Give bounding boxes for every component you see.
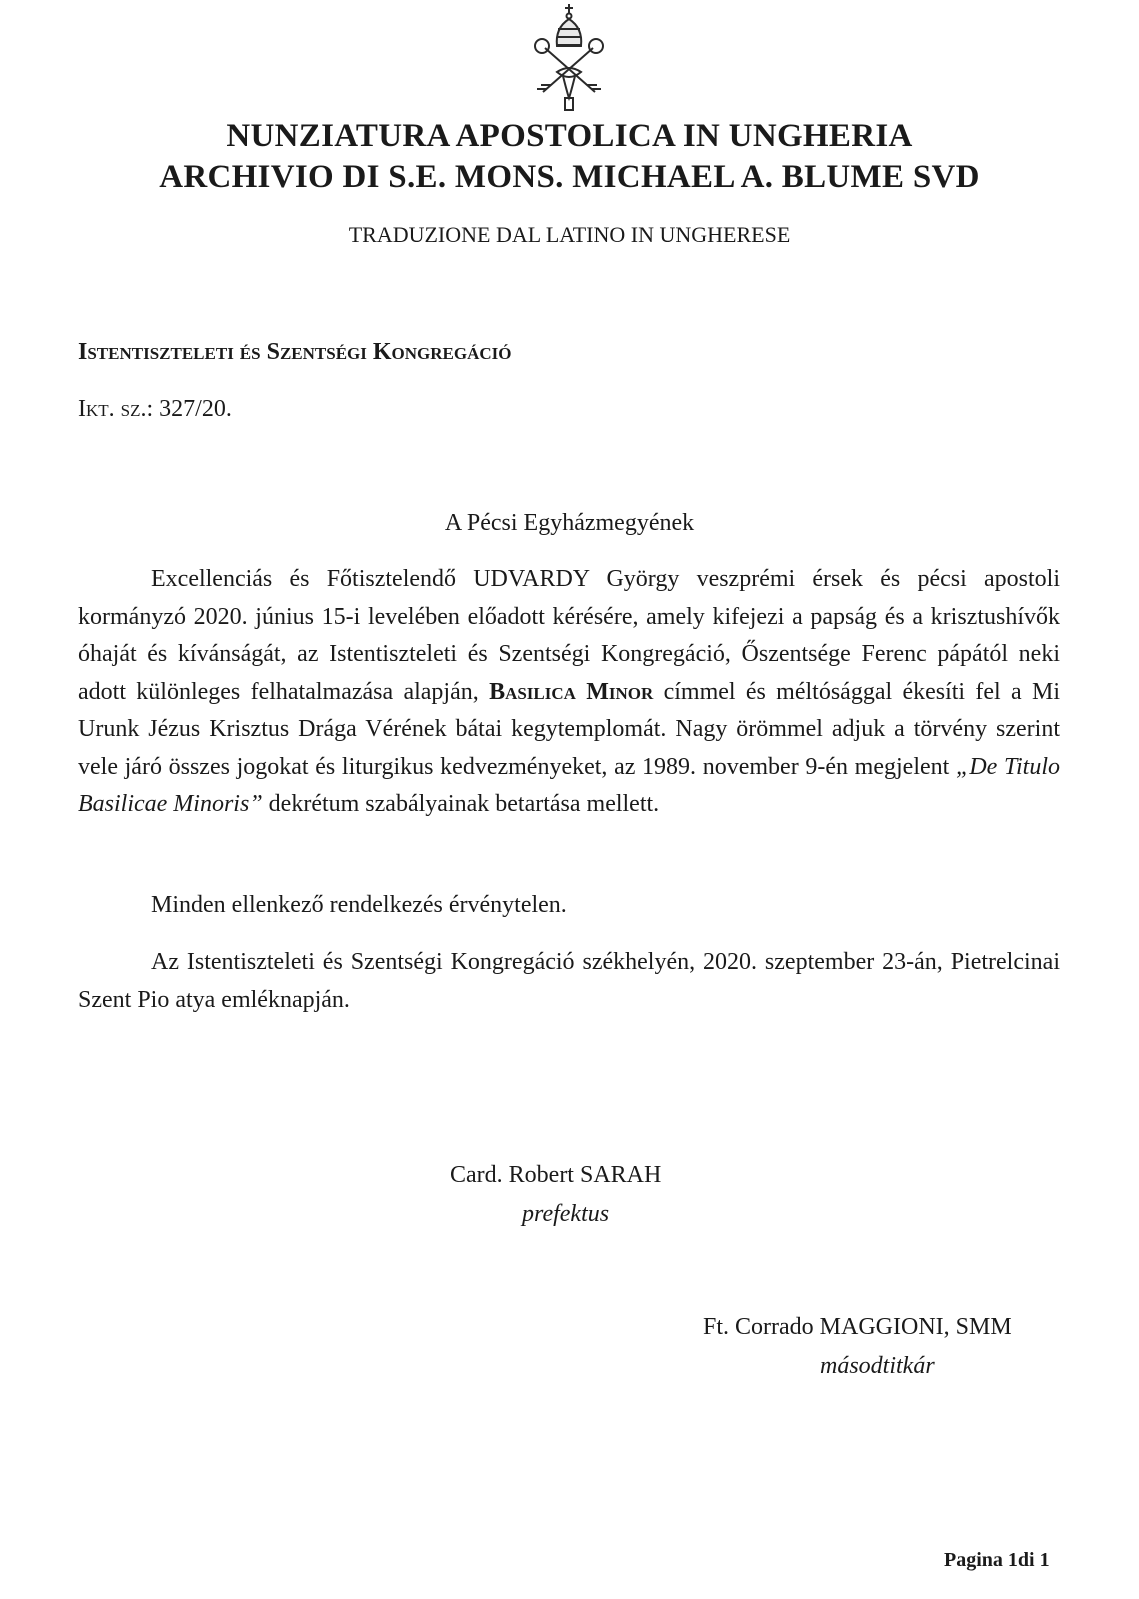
signatory-name: Card. Robert SARAH	[450, 1162, 662, 1188]
reference-label: Ikt. sz.	[78, 396, 147, 422]
congregation-name: Istentiszteleti és Szentségi Kongregáció	[78, 339, 512, 365]
page-number: Pagina 1di 1	[944, 1549, 1050, 1571]
body-text: Excellenciás és Főtisztelendő UDVARDY György veszprémi érsek és pécsi apostoli kormányzó 2020. június 15-i levelében előadott kérésére, amely kifejezi a papság és a krisztushívők óhaját és kívánságát, az Istentiszteleti és Szentségi Kongregáció, Őszentsége Ferenc pápától neki adott különleges felhatalmazása alapján,	[78, 566, 1060, 705]
document-title-line1: NUNZIATURA APOSTOLICA IN UNGHERIA	[226, 118, 913, 154]
signatory-role: másodtitkár	[820, 1353, 935, 1379]
signatory-name: Ft. Corrado MAGGIONI, SMM	[703, 1314, 1012, 1340]
body-paragraph-2: Minden ellenkező rendelkezés érvénytelen.	[151, 892, 567, 918]
document-subtitle: TRADUZIONE DAL LATINO IN UNGHERESE	[348, 222, 791, 247]
body-paragraph-3: Az Istentiszteleti és Szentségi Kongregáció székhelyén, 2020. szeptember 23-án, Pietrelcinai Szent Pio atya emléknapján.	[78, 949, 1060, 1013]
document-title-line2: ARCHIVIO DI S.E. MONS. MICHAEL A. BLUME SVD	[159, 159, 980, 195]
coat-of-arms-icon	[527, 2, 611, 114]
basilica-minor-title: Basilica Minor	[489, 678, 654, 705]
reference-number	[78, 394, 232, 424]
addressee: A Pécsi Egyházmegyének	[444, 510, 695, 536]
decree-title: „De Titulo Basilicae Minoris”	[78, 753, 1061, 817]
body-text: dekrétum szabályainak betartása mellett.	[262, 791, 660, 817]
signatory-role: prefektus	[522, 1201, 610, 1227]
reference-value: : 327/20.	[146, 396, 232, 422]
body-text: címmel és méltósággal ékesíti fel a Mi Urunk Jézus Krisztus Drága Vérének bátai kegytemplomát. Nagy örömmel adjuk a törvény szerint vele járó összes jogokat és liturgikus kedvezményeket, az 1989. november 9-én megjelent	[78, 678, 1060, 780]
body-paragraph-1	[78, 561, 1060, 824]
